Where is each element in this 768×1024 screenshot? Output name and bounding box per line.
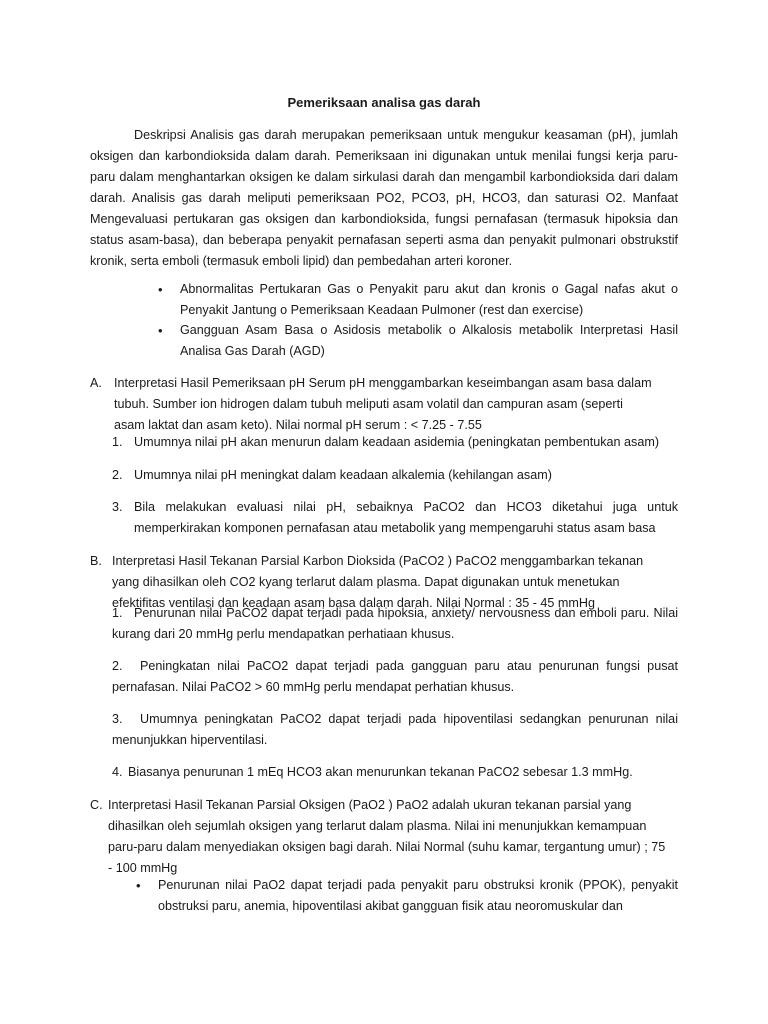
item-text: Umumnya peningkatan PaCO2 dapat terjadi pada hipoventilasi sedangkan penurunan nilai menunjukkan hiperventilasi.	[112, 712, 678, 747]
section-text: Interpretasi Hasil Tekanan Parsial Karbon Dioksida (PaCO2 ) PaCO2 menggambarkan tekanan yang dihasilkan oleh CO2 kyang terlarut dalam plasma. Dapat digunakan untuk menetukan efektifitas ventilasi dan keadaan asam basa dalam darah. Nilai Normal : 35 - 45 mmHg	[112, 554, 644, 610]
item-number: 2.	[112, 468, 123, 482]
item-number: 2.	[112, 659, 123, 673]
item-number: 4.	[112, 765, 123, 779]
bullet-icon: •	[158, 323, 163, 338]
item-text: Penurunan nilai PaCO2 dapat terjadi pada hipoksia, anxiety/ nervousness dan emboli paru. Nilai kurang dari 20 mmHg perlu mendapatkan perhatiaan khusus.	[112, 606, 678, 641]
item-text: Biasanya penurunan 1 mEq HCO3 akan menurunkan tekanan PaCO2 sebesar 1.3 mmHg.	[128, 765, 633, 779]
section-label: B.	[90, 554, 102, 568]
item-number: 3.	[112, 712, 123, 726]
item-text: Bila melakukan evaluasi nilai pH, sebaiknya PaCO2 dan HCO3 diketahui juga untuk memperkirakan komponen pernafasan atau metabolik yang mempengaruhi status asam basa	[134, 500, 678, 535]
section-label: A.	[90, 376, 102, 390]
item-number: 3.	[112, 500, 123, 514]
item-text: Umumnya nilai pH meningkat dalam keadaan alkalemia (kehilangan asam)	[134, 468, 552, 482]
page-title: Pemeriksaan analisa gas darah	[287, 95, 481, 110]
bullet-icon: •	[136, 878, 141, 893]
section-text: Interpretasi Hasil Tekanan Parsial Oksigen (PaO2 ) PaO2 adalah ukuran tekanan parsial yang dihasilkan oleh sejumlah oksigen yang terlarut dalam plasma. Nilai ini menunjukkan kemampuan paru-paru dalam menyediakan oksigen bagi darah. Nilai Normal (suhu kamar, tergantung umur) ; 75 - 100 mmHg	[108, 798, 666, 875]
intro-paragraph: Deskripsi Analisis gas darah merupakan pemeriksaan untuk mengukur keasaman (pH), jumlah oksigen dan karbondioksida dalam darah. Pemeriksaan ini digunakan untuk menilai fungsi kerja paru-paru dalam menghantarkan oksigen ke dalam sirkulasi darah dan mengambil karbondioksida dari dalam darah. Analisis gas darah meliputi pemeriksaan PO2, PCO3, pH, HCO3, dan saturasi O2. Manfaat Mengevaluasi pertukaran gas oksigen dan karbondioksida, fungsi pernafasan (termasuk hipoksia dan status asam-basa), dan beberapa penyakit pernafasan seperti asma dan penyakit pulmonari obstrukstif kronik, serta emboli (termasuk emboli lipid) dan pembedahan arteri koroner.	[90, 128, 678, 268]
item-text: Umumnya nilai pH akan menurun dalam keadaan asidemia (peningkatan pembentukan asam)	[134, 435, 660, 449]
bullet-icon: •	[158, 282, 163, 297]
item-number: 1.	[112, 435, 123, 449]
section-label: C.	[90, 798, 103, 812]
bullet-text: Gangguan Asam Basa o Asidosis metabolik o Alkalosis metabolik Interpretasi Hasil Analisa Gas Darah (AGD)	[180, 323, 678, 358]
item-number: 1.	[112, 606, 123, 620]
bullet-text: Abnormalitas Pertukaran Gas o Penyakit paru akut dan kronis o Gagal nafas akut o Penyakit Jantung o Pemeriksaan Keadaan Pulmoner (rest dan exercise)	[180, 282, 678, 317]
item-text: Peningkatan nilai PaCO2 dapat terjadi pada gangguan paru atau penurunan fungsi pusat pernafasan. Nilai PaCO2 > 60 mmHg perlu mendapat perhatian khusus.	[112, 659, 678, 694]
section-text: Interpretasi Hasil Pemeriksaan pH Serum pH menggambarkan keseimbangan asam basa dalam tubuh. Sumber ion hidrogen dalam tubuh meliputi asam volatil dan campuran asam (seperti asam laktat dan asam keto). Nilai normal pH serum : < 7.25 - 7.55	[114, 376, 652, 432]
bullet-text: Penurunan nilai PaO2 dapat terjadi pada penyakit paru obstruksi kronik (PPOK), penyakit obstruksi paru, anemia, hipoventilasi akibat gangguan fisik atau neoromuskular dan	[158, 878, 678, 913]
